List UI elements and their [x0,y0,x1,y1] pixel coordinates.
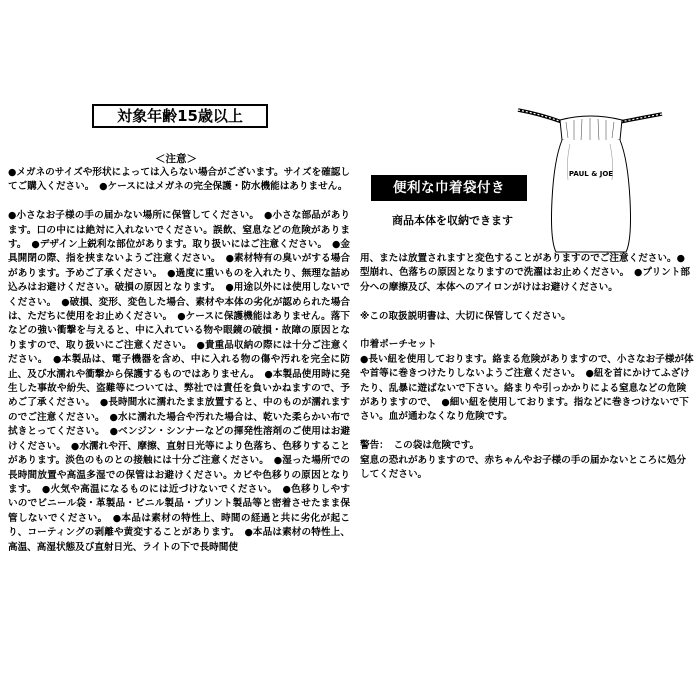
warning-heading: 警告： この袋は危険です。 [360,440,480,452]
age-badge: 対象年齢15歳以上 [92,104,268,128]
drawstring-pouch-illustration [510,100,670,260]
notice-paragraph-2: ●小さなお子様の手の届かない場所に保管してください。 ●小さな部品があります。口の中には絶対に入れないでください。誤飲、窒息などの危険があります。 ●デザイン上鋭利な部位があります。取り扱いにはご注意ください。 ●金具開閉の際、指を挟まないようご注意ください。 ●素材特有の臭いがする場合があります。予めご了承ください。 ●過度に重いものを入れたり、無理な詰め込みはお避けください。破損の原因となります。 ●用途以外には使用しないでください。 ●破損、変形、変色した場合、素材や本体の劣化が認められた場合は、ただちに使用をお止めください。 ●ケースに保護機能はありません。落下などの強い衝撃を与えると、中に入れている物や眼鏡の破損・故障の原因となりますので、取り扱いにご注意ください。 ●貴重品収納の際には十分ご注意ください。 ●本製品は、電子機器を含め、中に入れる物の傷や汚れを完全に防止、及び水濡れや衝撃から保護するものではありません。 ●本製品使用時に発生した事故や紛失、盗難等については、弊社では責任を負いかねますので、予めご了承ください。 ●長時間水に濡れたまま放置すると、中のものが濡れますのでご注意ください。 ●水に濡れた場合や汚れた場合は、乾いた柔らかい布で拭きとってください。 ●ベンジン・シンナーなどの揮発性溶剤のご使用はお避けください。 ●水濡れや汗、摩擦、直射日光等により色落ち、色移りすることがあります。淡色のものとの接触には十分ご注意ください。 ●湿った場所での長時間放置や高温多湿での保管はお避けください。カビや色移りの原因となります。 ●火気や高温になるものには近づけないでください。 ●色移りしやすいのでビニール袋・革製品・ビニル製品・プリント製品等と密着させたまま保管しないでください。 ●本品は素材の特性上、時間の経過と共に劣化が起こり、コーティングの剥離や黄変することがあります。 ●本品は素材の特性上、高温、高湿状態及び直射日光、ライトの下で長時間使 [8,210,350,553]
left-notice-column [8,166,350,555]
notice-title: ＜注意＞ [155,153,197,165]
right-notice-column [360,252,694,482]
warning-text: 窒息の恐れがありますので、赤ちゃんやお子様の手の届かないところに処分してください。 [360,454,686,481]
pouch-banner: 便利な巾着袋付き [371,175,527,201]
pouch-set-warning: ●長い紐を使用しております。絡まる危険がありますので、小さなお子様が体や首等に巻きつけたりしないようご注意ください。 ●紐を首にかけてふざけたり、乱暴に遊ばないで下さい。絡まりや引っかかりによる窒息などの危険がありますので、 ●細い紐を使用しております。指などに巻きつけないで下さい。血が通わなくなり危険です。 [360,353,694,423]
pouch-top [560,116,622,143]
pouch-string-left [518,110,562,122]
pouch-set-heading: 巾着ポーチセット [360,339,437,351]
storage-note: ※この取扱説明書は、大切に保管してください。 [360,310,571,322]
pouch-subtitle: 商品本体を収納できます [392,214,513,227]
pouch-body [552,140,631,252]
notice-paragraph-1: ●メガネのサイズや形状によっては入らない場合がございます。サイズを確認してご購入ください。 ●ケースにはメガネの完全保護・防水機能はありません。 [8,167,350,193]
right-paragraph-1: 用、または放置されますと変色することがありますのでご注意ください。●型崩れ、色落ちの原因となりますので洗濯はお止めください。 ●プリント部分への摩擦及び、本体へのアイロンがけはお避けください。 [360,253,690,293]
pouch-brand: PAUL & JOE [568,170,614,178]
